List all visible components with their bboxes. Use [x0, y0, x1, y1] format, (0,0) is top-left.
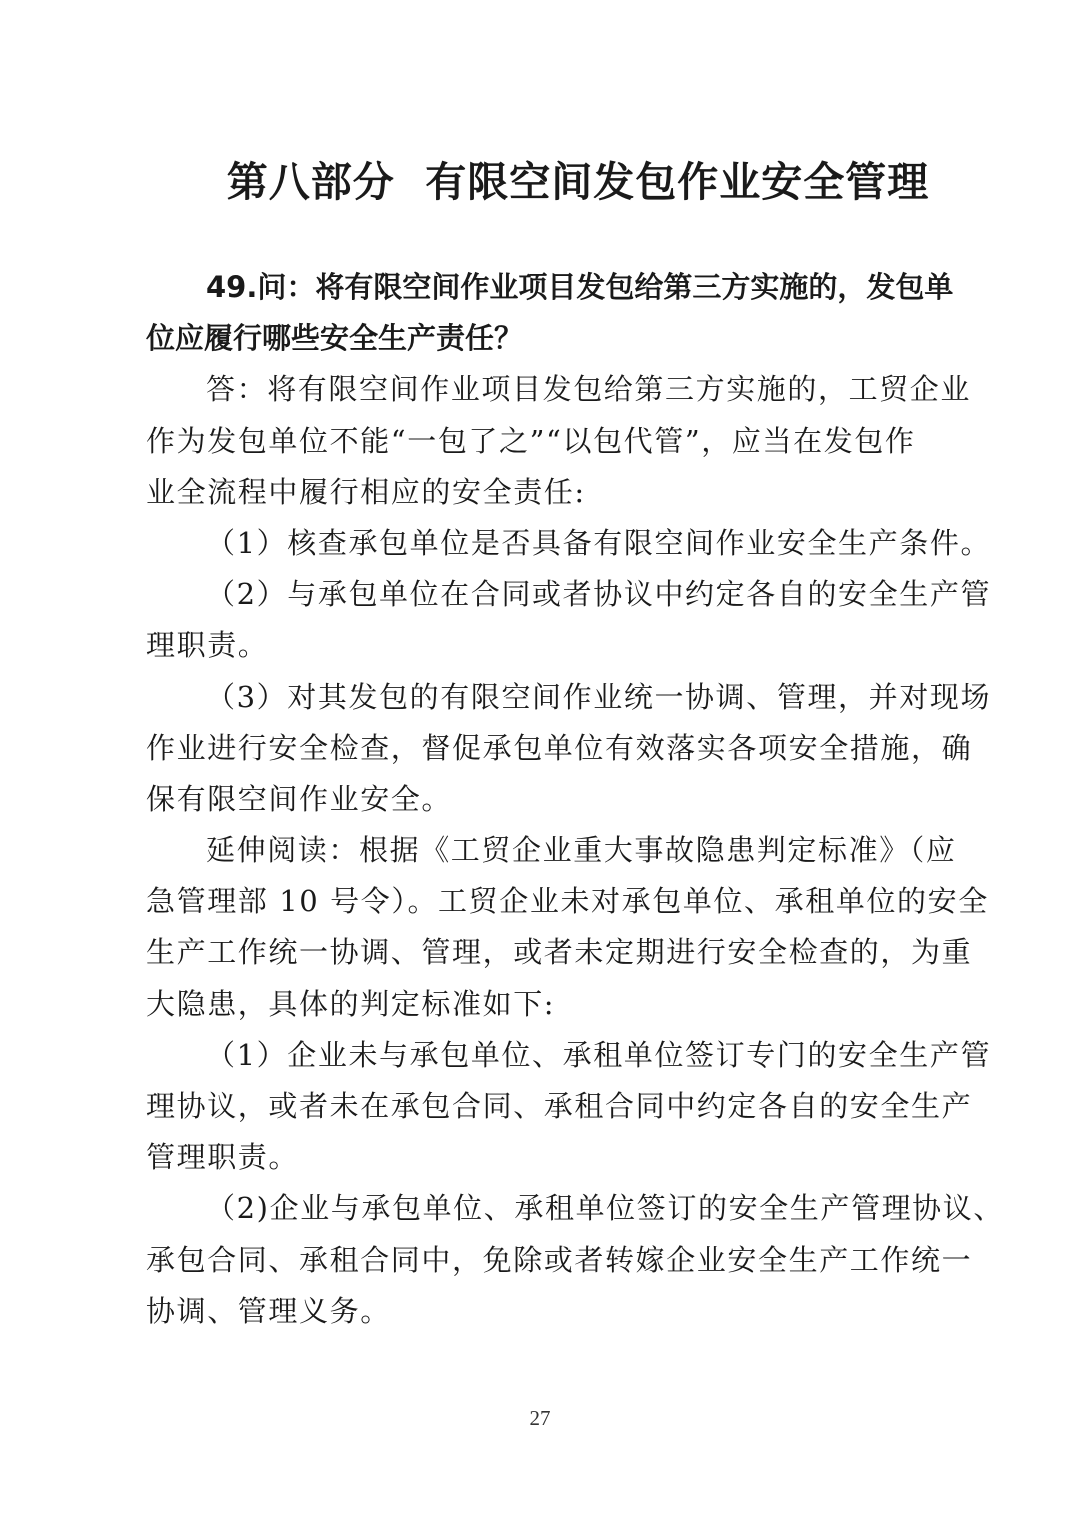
extended-item-line: （2)企业与承包单位、承租单位签订的安全生产管理协议、	[206, 1191, 1004, 1226]
extended-reading-line: 急管理部 10 号令）。工贸企业未对承包单位、承租单位的安全	[146, 884, 989, 919]
extended-item-line: 承包合同、承租合同中，免除或者转嫁企业安全生产工作统一	[146, 1242, 973, 1277]
question-line: 位应履行哪些安全生产责任？	[146, 321, 524, 356]
page-title: 第八部分 有限空间发包作业安全管理	[226, 158, 930, 206]
extended-item-line: 管理职责。	[146, 1140, 300, 1175]
answer-item-line: 理职责。	[146, 628, 269, 663]
extended-item-line: 协调、管理义务。	[146, 1293, 391, 1328]
extended-reading-line: 生产工作统一协调、管理，或者未定期进行安全检查的，为重	[146, 935, 973, 970]
answer-line: 作为发包单位不能“一包了之”“以包代管”，应当在发包作	[146, 423, 916, 458]
document-body	[146, 262, 1004, 1337]
answer-line: 答：将有限空间作业项目发包给第三方实施的，工贸企业	[206, 372, 972, 407]
answer-item-line: （3）对其发包的有限空间作业统一协调、管理，并对现场	[206, 679, 992, 714]
answer-item-line: 保有限空间作业安全。	[146, 781, 453, 816]
answer-item-line: （2）与承包单位在合同或者协议中约定各自的安全生产管	[206, 577, 992, 612]
extended-reading-line: 延伸阅读：根据《工贸企业重大事故隐患判定标准》（应	[206, 833, 957, 868]
extended-reading-line: 大隐患，具体的判定标准如下:	[146, 986, 556, 1021]
question-line: 49.问：将有限空间作业项目发包给第三方实施的，发包单	[206, 270, 954, 304]
answer-line: 业全流程中履行相应的安全责任:	[146, 474, 586, 509]
extended-item-line: 理协议，或者未在承包合同、承租合同中约定各自的安全生产	[146, 1089, 973, 1123]
answer-item-line: （1）核查承包单位是否具备有限空间作业安全生产条件。	[206, 525, 992, 560]
page-number: 27	[529, 1406, 551, 1430]
extended-item-line: （1）企业未与承包单位、承租单位签订专门的安全生产管	[206, 1037, 992, 1072]
answer-item-line: 作业进行安全检查，督促承包单位有效落实各项安全措施，确	[146, 730, 973, 765]
